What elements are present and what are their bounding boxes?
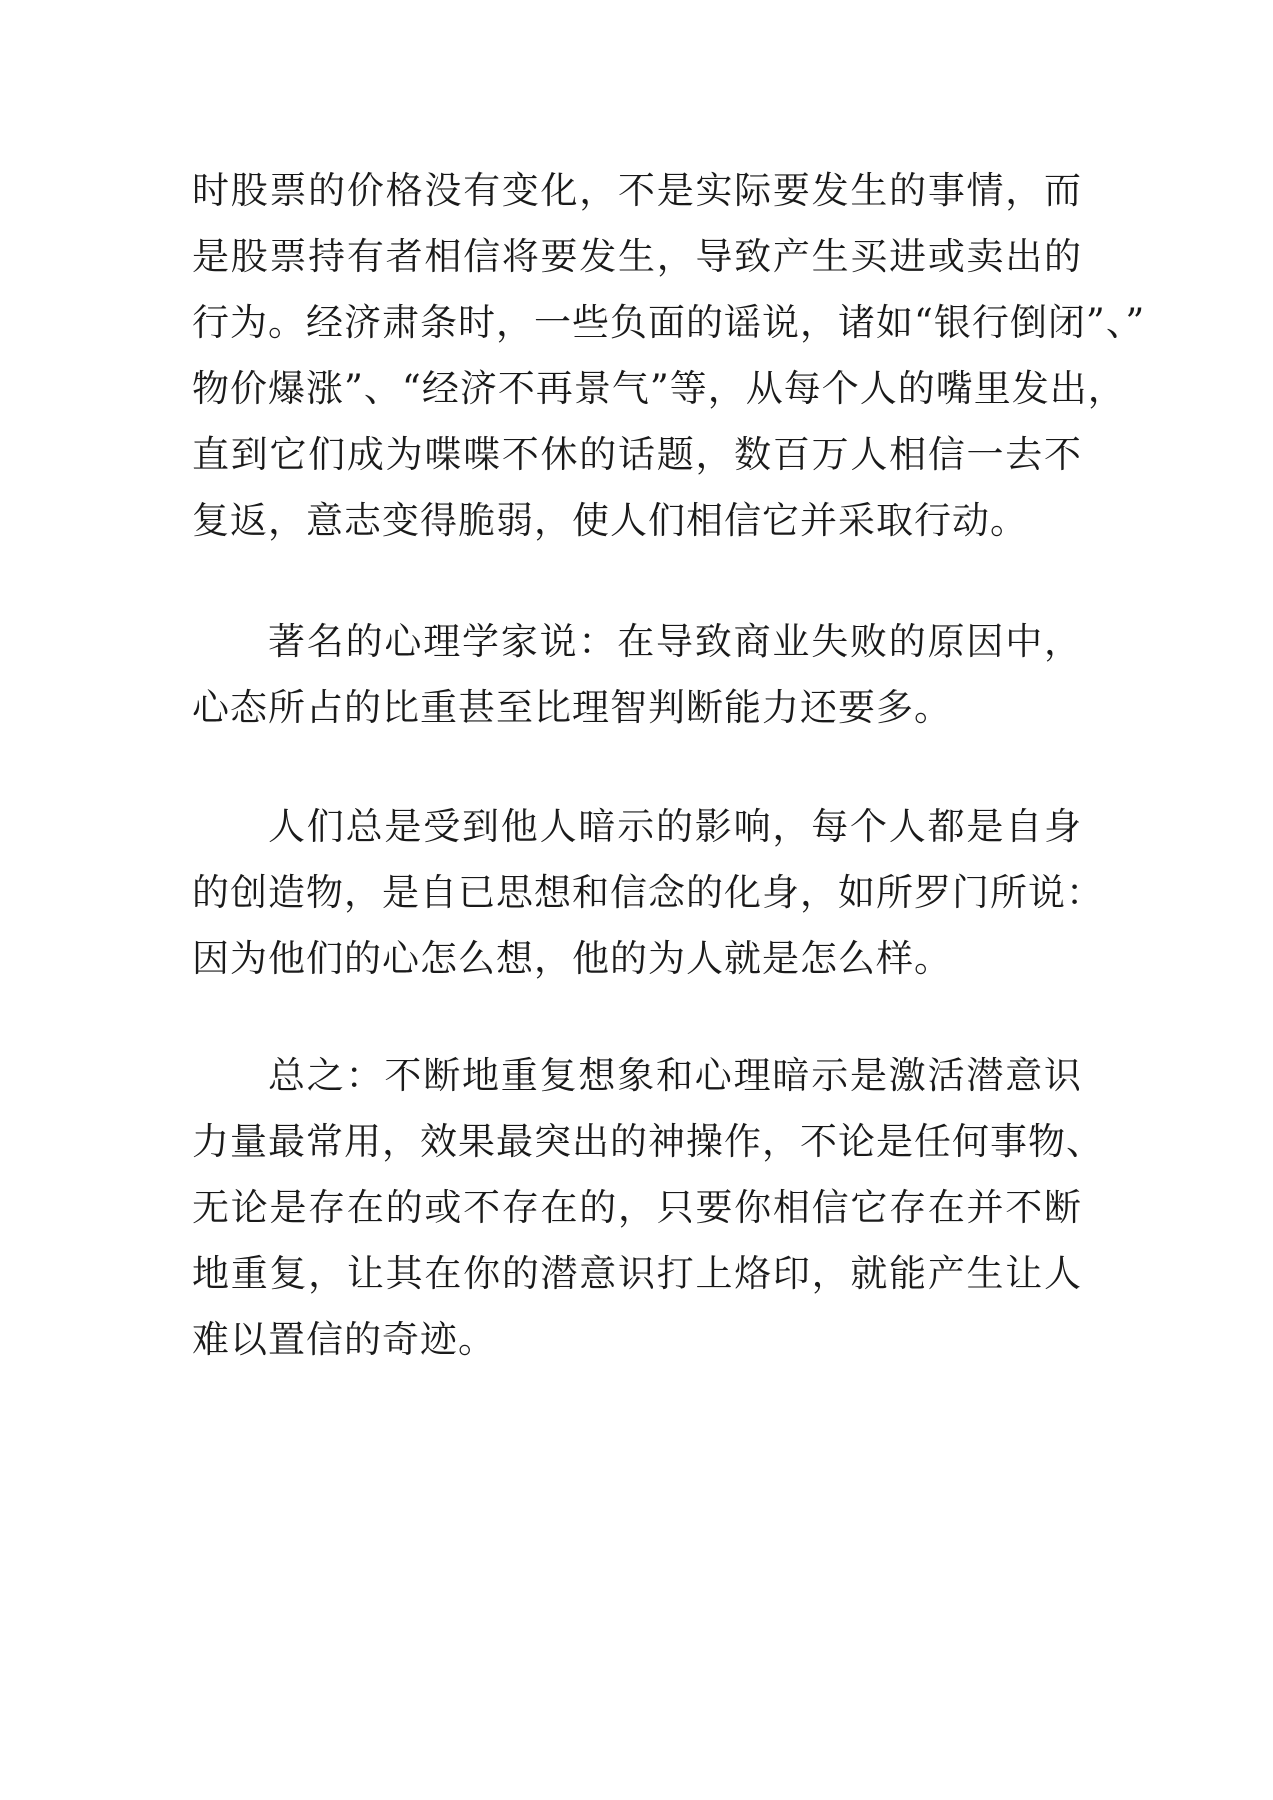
text-line: 行为。经济肃条时，一些负面的谣说，诸如“银行倒闭”、”	[192, 301, 1146, 344]
paragraph-conclusion	[192, 1043, 1104, 1373]
text-line: 无论是存在的或不存在的，只要你相信它存在并不断	[192, 1186, 1082, 1229]
paragraph-psychologist-quote	[192, 609, 1082, 741]
text-line: 地重复，让其在你的潜意识打上烙印，就能产生让人	[192, 1252, 1082, 1295]
text-line: 心态所占的比重甚至比理智判断能力还要多。	[192, 686, 952, 729]
text-line: 复返，意志变得脆弱，使人们相信它并采取行动。	[192, 499, 1028, 542]
text-line: 总之：不断地重复想象和心理暗示是激活潜意识	[268, 1054, 1082, 1097]
text-line: 时股票的价格没有变化，不是实际要发生的事情，而	[192, 169, 1082, 212]
text-line: 力量最常用，效果最突出的神操作，不论是任何事物、	[192, 1120, 1104, 1163]
text-line: 的创造物，是自已思想和信念的化身，如所罗门所说：	[192, 871, 1104, 914]
text-line: 直到它们成为喋喋不休的话题，数百万人相信一去不	[192, 433, 1082, 476]
text-line: 著名的心理学家说：在导致商业失败的原因中，	[268, 620, 1082, 663]
text-line: 是股票持有者相信将要发生，导致产生买进或卖出的	[192, 235, 1082, 278]
text-line: 难以置信的奇迹。	[192, 1318, 496, 1361]
text-line: 人们总是受到他人暗示的影响，每个人都是自身	[268, 805, 1082, 848]
paragraph-stock-rumors	[192, 158, 1146, 554]
paragraph-suggestion-influence	[192, 794, 1104, 992]
text-line: 物价爆涨”、“经济不再景气”等，从每个人的嘴里发出，	[192, 367, 1126, 410]
text-line: 因为他们的心怎么想，他的为人就是怎么样。	[192, 937, 952, 980]
